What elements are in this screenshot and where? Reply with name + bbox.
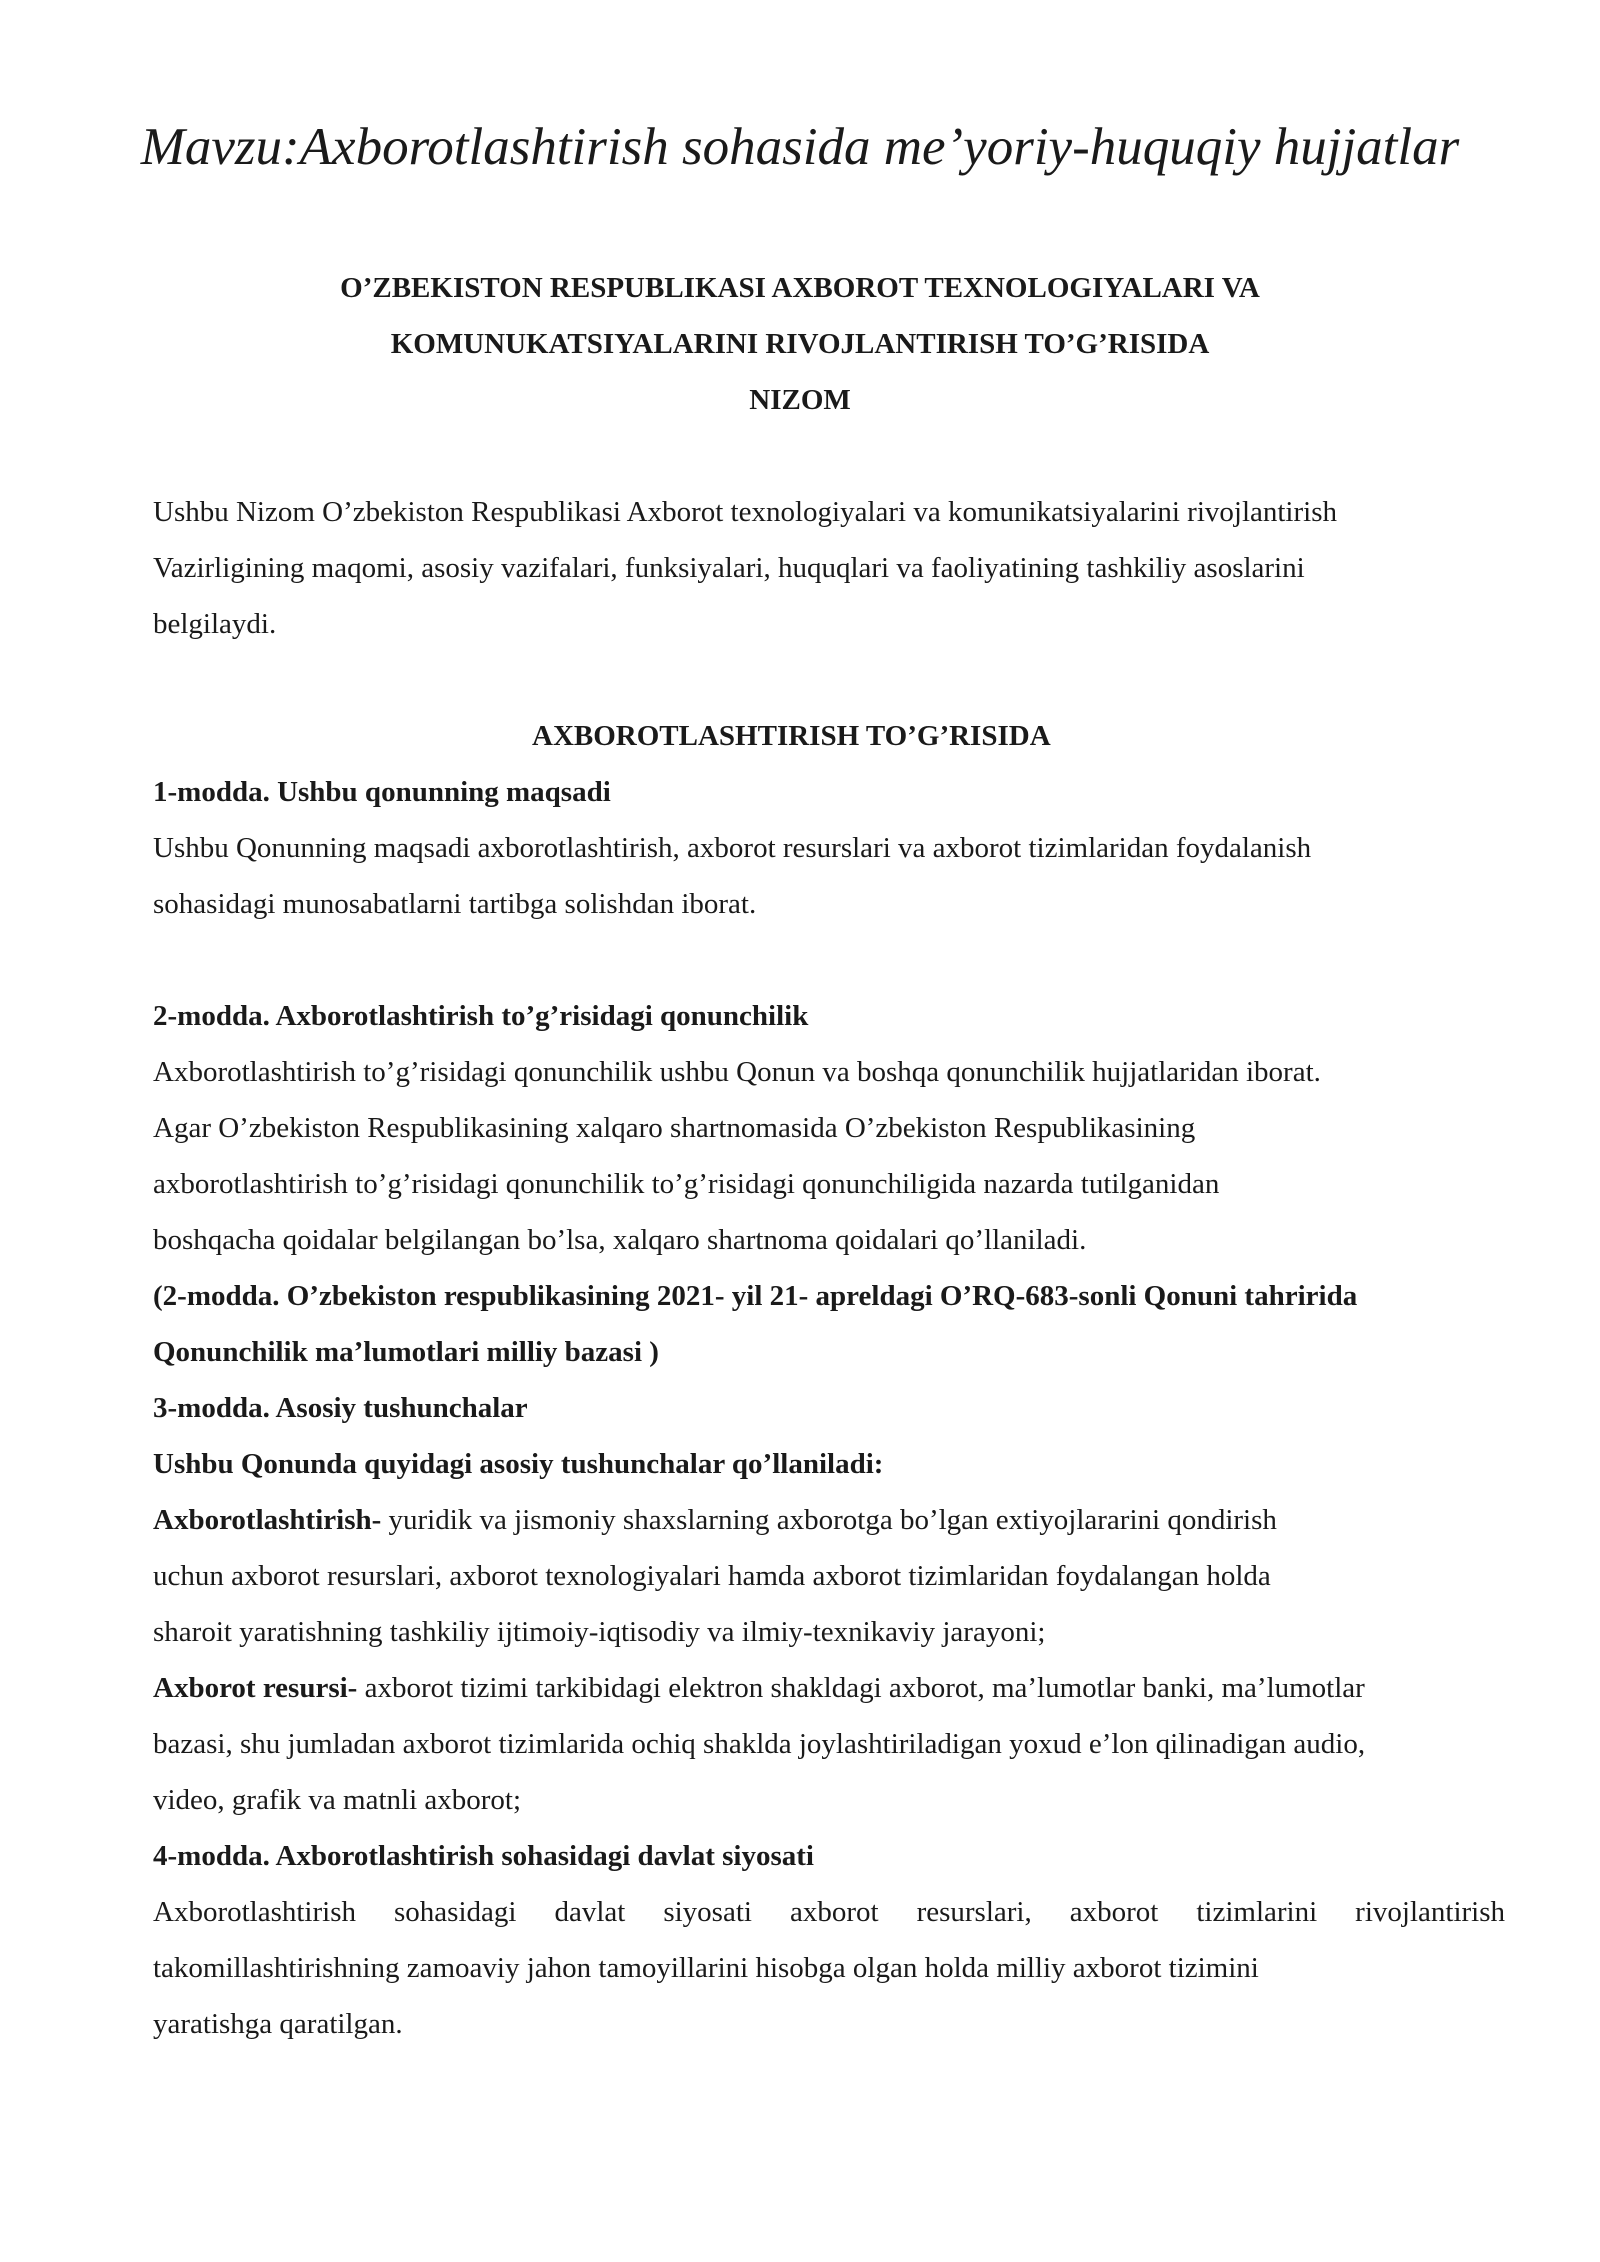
article-2-line-4: boshqacha qoidalar belgilangan bo’lsa, xalqaro shartnoma qoidalari qo’llaniladi. bbox=[153, 1224, 1087, 1256]
intro-line-1: Ushbu Nizom O’zbekiston Respublikasi Axborot texnologiyalari va komunikatsiyalarini rivojlantirish bbox=[153, 496, 1337, 528]
article-4-line-1: Axborotlashtirish sohasidagi davlat siyosati axborot resurslari, axborot tizimlarini rivojlantirish bbox=[153, 1896, 1505, 1928]
article-2-title: 2-modda. Axborotlashtirish to’g’risidagi qonunchilik bbox=[153, 1000, 809, 1032]
article-3-title: 3-modda. Asosiy tushunchalar bbox=[153, 1392, 528, 1424]
article-2-note-line-1: (2-modda. O’zbekiston respublikasining 2021- yil 21- apreldagi O’RQ-683-sonli Qonuni tahririda bbox=[153, 1280, 1358, 1312]
article-3-term-2-line-1 bbox=[153, 1668, 1365, 1708]
heading-line-2: KOMUNUKATSIYALARINI RIVOJLANTIRISH TO’G’RISIDA bbox=[390, 328, 1210, 360]
article-3-term-1-line-2: uchun axborot resurslari, axborot texnologiyalari hamda axborot tizimlaridan foydalangan holda bbox=[153, 1560, 1271, 1592]
article-3-subtitle: Ushbu Qonunda quyidagi asosiy tushunchalar qo’llaniladi: bbox=[153, 1448, 884, 1480]
article-2-line-1: Axborotlashtirish to’g’risidagi qonunchilik ushbu Qonun va boshqa qonunchilik hujjatlaridan iborat. bbox=[153, 1056, 1321, 1088]
article-4-title: 4-modda. Axborotlashtirish sohasidagi davlat siyosati bbox=[153, 1840, 814, 1872]
term-axborotlashtirish: Axborotlashtirish- bbox=[153, 1504, 382, 1536]
article-1-line-2: sohasidagi munosabatlarni tartibga solishdan iborat. bbox=[153, 888, 757, 920]
article-1-title: 1-modda. Ushbu qonunning maqsadi bbox=[153, 776, 611, 808]
article-1-line-1: Ushbu Qonunning maqsadi axborotlashtirish, axborot resurslari va axborot tizimlaridan foydalanish bbox=[153, 832, 1312, 864]
article-2-note-line-2: Qonunchilik ma’lumotlari milliy bazasi ) bbox=[153, 1336, 659, 1368]
article-3-term-2-line-2: bazasi, shu jumladan axborot tizimlarida ochiq shaklda joylashtiriladigan yoxud e’lon qilinadigan audio, bbox=[153, 1728, 1366, 1760]
document-title: Mavzu:Axborotlashtirish sohasida me’yoriy-huquqiy hujjatlar bbox=[140, 118, 1460, 176]
term-2-definition-start: axborot tizimi tarkibidagi elektron shakldagi axborot, ma’lumotlar banki, ma’lumotlar bbox=[357, 1672, 1365, 1704]
term-axborot-resursi: Axborot resursi- bbox=[153, 1672, 358, 1704]
article-4-line-2: takomillashtirishning zamoaviy jahon tamoyillarini hisobga olgan holda milliy axborot tizimini bbox=[153, 1952, 1259, 1984]
article-2-line-2: Agar O’zbekiston Respublikasining xalqaro shartnomasida O’zbekiston Respublikasining bbox=[153, 1112, 1196, 1144]
article-3-term-2-line-3: video, grafik va matnli axborot; bbox=[153, 1784, 522, 1816]
article-2-line-3: axborotlashtirish to’g’risidagi qonunchilik to’g’risidagi qonunchiligida nazarda tutilganidan bbox=[153, 1168, 1220, 1200]
term-1-definition-start: yuridik va jismoniy shaxslarning axborotga bo’lgan extiyojlararini qondirish bbox=[381, 1504, 1277, 1536]
intro-line-2: Vazirligining maqomi, asosiy vazifalari, funksiyalari, huquqlari va faoliyatining tashkiliy asoslarini bbox=[153, 552, 1305, 584]
intro-line-3: belgilaydi. bbox=[153, 608, 277, 640]
article-3-term-1-line-3: sharoit yaratishning tashkiliy ijtimoiy-iqtisodiy va ilmiy-texnikaviy jarayoni; bbox=[153, 1616, 1046, 1648]
article-4-line-3: yaratishga qaratilgan. bbox=[153, 2008, 403, 2040]
article-3-term-1-line-1 bbox=[153, 1500, 1277, 1540]
heading-line-1: O’ZBEKISTON RESPUBLIKASI AXBOROT TEXNOLOGIYALARI VA bbox=[340, 272, 1260, 304]
heading-line-3: NIZOM bbox=[749, 384, 851, 416]
section-heading: AXBOROTLASHTIRISH TO’G’RISIDA bbox=[532, 720, 1051, 752]
